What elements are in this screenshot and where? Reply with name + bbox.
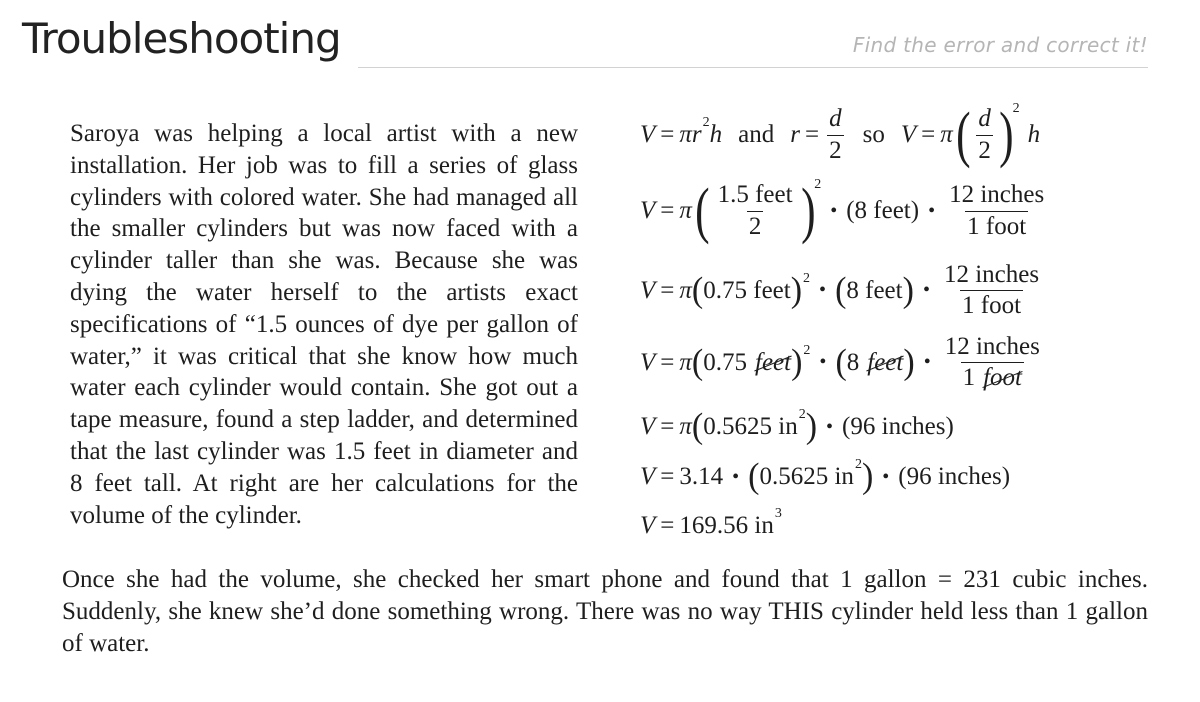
title-divider bbox=[358, 67, 1148, 68]
formula-line-5: V = π ( 0.5625 in 2 ) • (96 inches) bbox=[640, 407, 954, 446]
conversion-fraction: $\frac{\text{12 inches}}{\text{1 foot}}$ bbox=[943, 261, 1040, 320]
formula-line-4: V = π ( 0.75 feet ) 2 • ( 8 feet ) • $\frac{\text{12 inches}}{\text{1 foot}}$ bbox=[640, 333, 1040, 392]
formula-line-3: V = π ( 0.75 feet ) 2 • ( 8 feet ) • $\frac{\text{12 inches}}{\text{1 foot}}$ bbox=[640, 261, 1040, 320]
conversion-fraction: $\frac{\text{12 inches}}{\text{1 foot}}$ bbox=[949, 181, 1045, 240]
fraction-d-over-2-squared: $\frac{d}{2}$ bbox=[978, 105, 991, 164]
fraction-diameter-over-2: $\frac{\text{1.5 feet}}{2}$ bbox=[717, 181, 793, 240]
story-paragraph: Saroya was helping a local artist with a new installation. Her job was to fill a series of glass cylinders with colored water. She had managed all the smaller cylinders but was now faced with a cylinder taller than she was. Because she was dying the water herself to the artists exact specifications of “1.5 ounces of dye per gallon of water,” it was critical that she know how much water each cylinder would contain. She got out a tape measure, found a step ladder, and determined that the last cylinder was 1.5 feet in diameter and 8 feet tall. At right are her calculations for the volume of the cylinder. bbox=[70, 120, 578, 529]
formula-line-6: V = 3.14 • ( 0.5625 in 2 ) • (96 inches) bbox=[640, 457, 1011, 496]
cancelled-unit: feet bbox=[755, 348, 792, 376]
formula-line-2: V = π ( $\frac{\text{1.5 feet}}{2}$ ) 2 • (8 feet) • $\frac{\text{12 inches}}{\text{1 foot}}$ bbox=[640, 177, 1045, 245]
cancelled-unit: foot bbox=[983, 364, 1022, 392]
cancelled-unit: feet bbox=[867, 348, 904, 376]
page-subtitle: Find the error and correct it! bbox=[852, 33, 1148, 57]
formula-line-1: V = π r 2 h and r = $\frac{d}{2}$ so V = π ( $\frac{d}{2}$ ) 2 h bbox=[640, 101, 1041, 169]
formula-line-7-result: V = 169.56 in 3 bbox=[640, 506, 782, 539]
page-title: Troubleshooting bbox=[22, 14, 341, 63]
conclusion-paragraph: Once she had the volume, she checked her smart phone and found that 1 gallon = 231 cubic inches. Suddenly, she knew she’d done something wrong. There was no way THIS cylinder held less than 1 gallon of water. bbox=[62, 566, 1148, 657]
conversion-fraction: $\frac{\text{12 inches}}{\text{1 foot}}$ bbox=[944, 333, 1040, 392]
fraction-d-over-2: $\frac{d}{2}$ bbox=[829, 105, 842, 164]
